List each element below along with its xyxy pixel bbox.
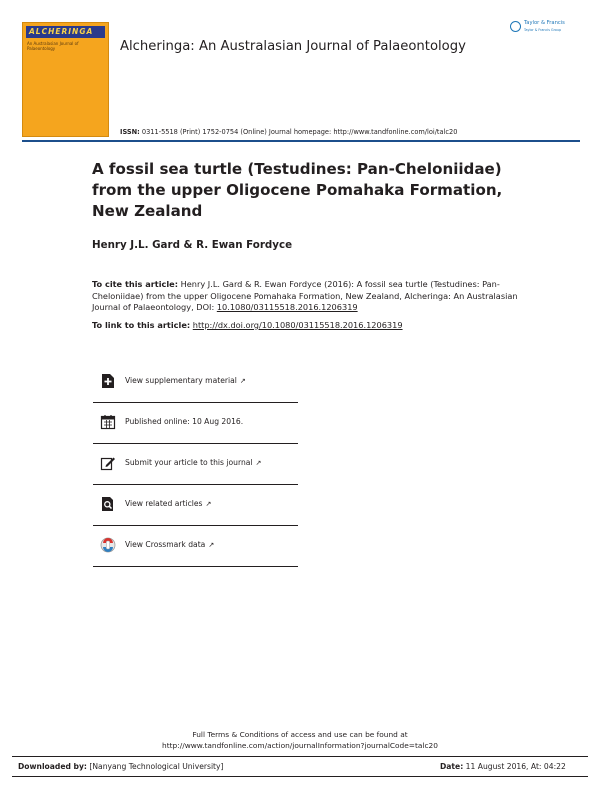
external-link-icon: ↗	[208, 541, 215, 549]
article-actions-list	[93, 362, 298, 567]
supplementary-icon	[100, 373, 116, 389]
submit-article-label: Submit your article to this journal ↗	[125, 458, 262, 467]
link-label: To link to this article:	[92, 320, 191, 330]
journal-cover-image	[22, 22, 109, 137]
cover-subtitle: An Australasian Journal of Palaeontology	[27, 41, 79, 51]
crossmark-icon	[100, 537, 116, 553]
cite-label: To cite this article:	[92, 279, 178, 289]
journal-title: Alcheringa: An Australasian Journal of Palaeontology	[120, 39, 466, 54]
citation-block	[92, 279, 532, 314]
downloaded-by-value: [Nanyang Technological University]	[89, 762, 224, 771]
cite-text: Henry J.L. Gard & R. Ewan Fordyce (2016): A fossil sea turtle (Testudines: Pan-Cheloniidae) from the upper Oligocene Pomahaka Formation, New Zealand, Alcheringa: An Australasian Journal of Palaeontology, DOI:	[92, 279, 518, 312]
issn-text: 0311-5518 (Print) 1752-0754 (Online) Journal homepage:	[141, 128, 332, 136]
external-link-icon: ↗	[255, 459, 262, 467]
article-authors: Henry J.L. Gard & R. Ewan Fordyce	[92, 239, 293, 251]
external-link-icon: ↗	[205, 500, 212, 508]
issn-label: ISSN:	[120, 128, 140, 136]
crossmark-link[interactable]	[93, 526, 298, 567]
article-link-line	[92, 320, 403, 330]
terms-line-1: Full Terms & Conditions of access and use can be found at	[192, 730, 408, 739]
article-title: A fossil sea turtle (Testudines: Pan-Cheloniidae) from the upper Oligocene Pomahaka Formation, New Zealand	[92, 160, 503, 220]
date-value: 11 August 2016, At: 04:22	[465, 762, 566, 771]
published-online-row	[93, 403, 298, 444]
terms-notice	[100, 729, 500, 751]
publisher-logo[interactable]	[510, 18, 582, 38]
footer-divider-bottom	[12, 776, 588, 777]
publisher-logo-text: Taylor & Francis	[524, 20, 565, 26]
related-articles-link[interactable]	[93, 485, 298, 526]
journal-homepage-link[interactable]: http://www.tandfonline.com/loi/talc20	[333, 128, 458, 136]
downloaded-by-line	[18, 762, 223, 771]
view-supplementary-label: View supplementary material ↗	[125, 376, 246, 385]
publisher-logo-tagline: Taylor & Francis Group	[524, 28, 562, 32]
published-online-label: Published online: 10 Aug 2016.	[125, 417, 244, 426]
document-search-icon	[100, 496, 116, 512]
related-articles-label: View related articles ↗	[125, 499, 212, 508]
edit-icon	[100, 455, 116, 471]
footer-divider-top	[12, 756, 588, 757]
download-date-line	[440, 762, 566, 771]
submit-article-link[interactable]	[93, 444, 298, 485]
crossmark-label: View Crossmark data ↗	[125, 540, 215, 549]
external-link-icon: ↗	[239, 377, 246, 385]
terms-link[interactable]: http://www.tandfonline.com/action/journalInformation?journalCode=talc20	[162, 741, 438, 750]
cite-doi-link[interactable]: 10.1080/03115518.2016.1206319	[216, 302, 358, 312]
publisher-logo-icon	[510, 21, 521, 32]
downloaded-by-label: Downloaded by:	[18, 762, 87, 771]
cover-title: ALCHERINGA	[29, 27, 94, 36]
issn-line	[120, 128, 457, 136]
header-divider	[22, 140, 580, 142]
calendar-icon	[100, 414, 116, 430]
view-supplementary-link[interactable]	[93, 362, 298, 403]
date-label: Date:	[440, 762, 464, 771]
article-doi-link[interactable]: http://dx.doi.org/10.1080/03115518.2016.1206319	[192, 320, 403, 330]
